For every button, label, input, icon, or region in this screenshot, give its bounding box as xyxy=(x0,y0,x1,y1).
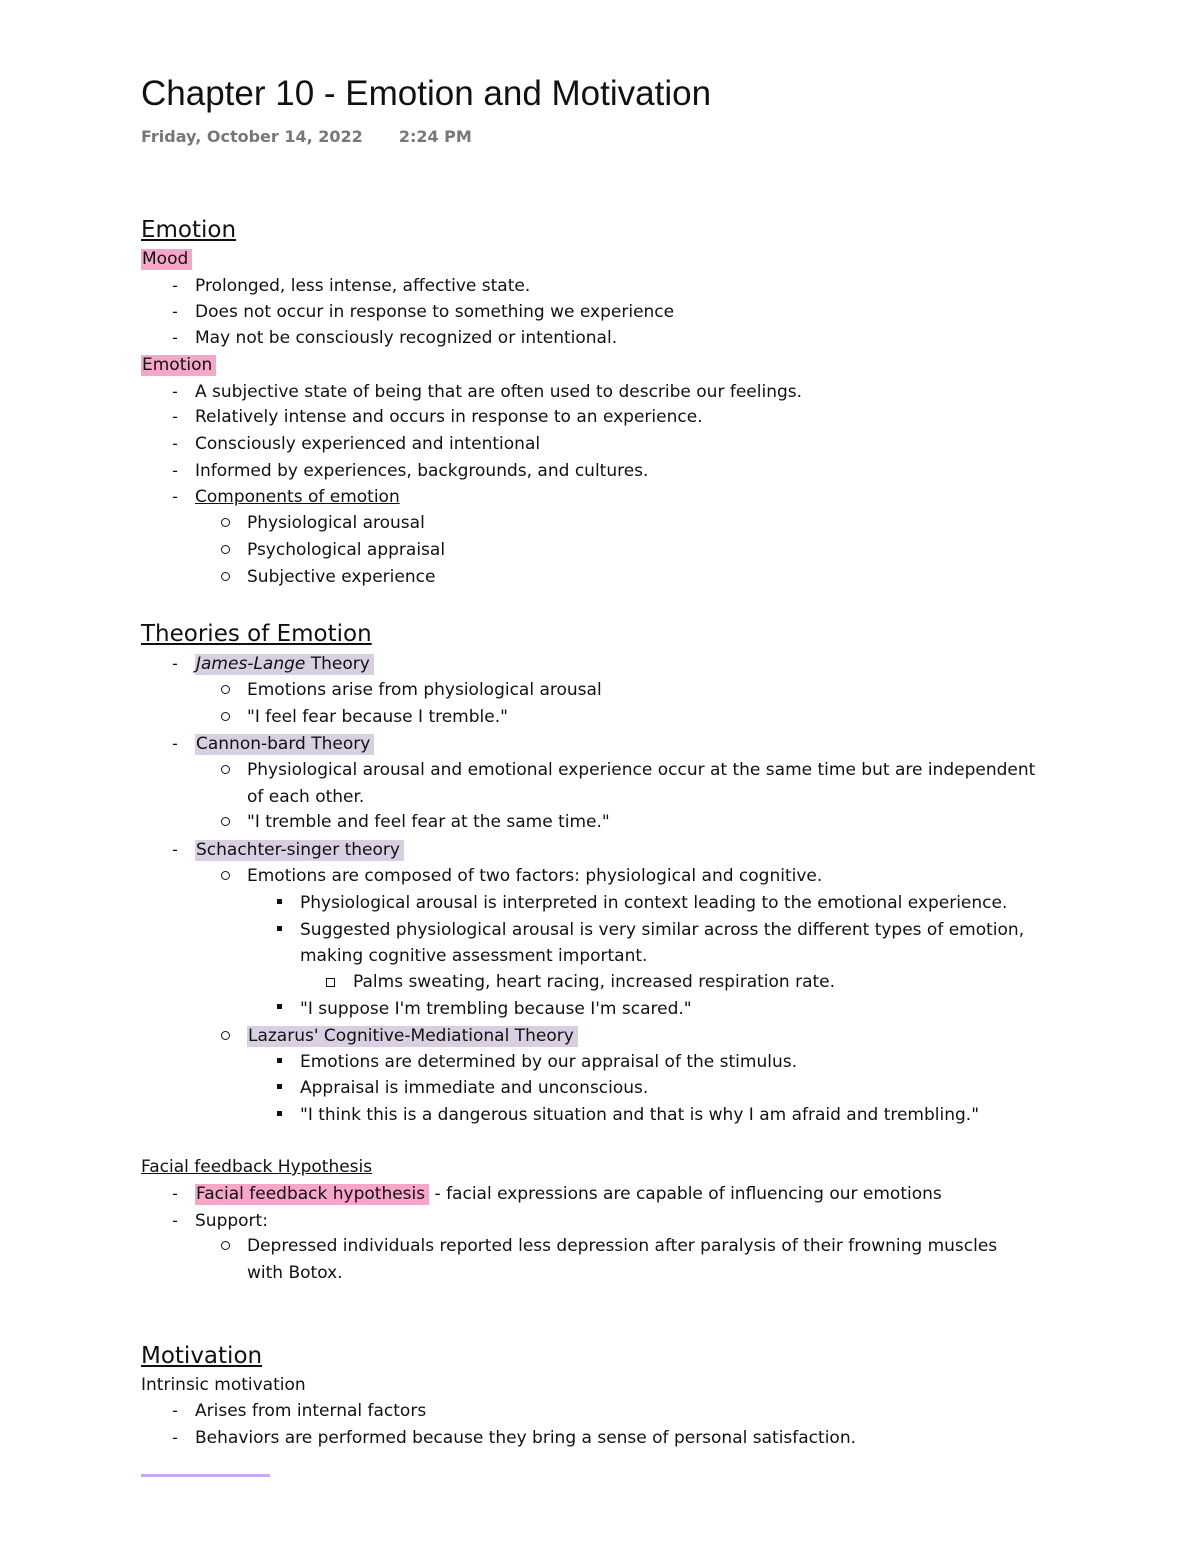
dash-bullet: - xyxy=(172,1211,178,1230)
theory-point: Emotions arise from physiological arousal xyxy=(247,680,602,700)
dash-bullet: - xyxy=(172,434,178,453)
circle-bullet xyxy=(221,572,230,581)
square-bullet xyxy=(277,899,282,904)
emotion-item: Informed by experiences, backgrounds, and cultures. xyxy=(195,461,649,481)
heading-facial-feedback: Facial feedback Hypothesis xyxy=(141,1157,373,1177)
theory-point: Emotions are composed of two factors: physiological and cognitive. xyxy=(247,866,823,886)
dash-bullet: - xyxy=(172,1401,178,1420)
mood-item: Prolonged, less intense, affective state. xyxy=(195,276,531,296)
square-bullet xyxy=(277,1058,282,1063)
heading-emotion: Emotion xyxy=(141,217,237,243)
note-date: Friday, October 14, 2022 xyxy=(141,127,363,146)
schachter-singer-highlight: Schachter-singer theory xyxy=(195,840,404,861)
square-bullet xyxy=(277,1111,282,1116)
circle-bullet xyxy=(221,1031,230,1040)
component-item: Psychological appraisal xyxy=(247,540,446,560)
purple-underline-divider xyxy=(141,1474,270,1477)
james-lange-highlight xyxy=(195,654,374,675)
dash-bullet: - xyxy=(172,487,178,506)
dash-bullet: - xyxy=(172,1184,178,1203)
lazarus-highlight: Lazarus' Cognitive-Mediational Theory xyxy=(247,1026,578,1047)
circle-bullet xyxy=(221,712,230,721)
emotion-item: Consciously experienced and intentional xyxy=(195,434,541,454)
james-lange-name: James-Lange xyxy=(196,654,306,674)
circle-bullet xyxy=(221,817,230,826)
theory-james-lange xyxy=(195,652,374,676)
circle-bullet xyxy=(221,685,230,694)
note-time: 2:24 PM xyxy=(398,127,472,146)
dash-bullet: - xyxy=(172,654,178,673)
square-bullet xyxy=(277,1004,282,1009)
dash-bullet: - xyxy=(172,840,178,859)
emotion-highlight: Emotion xyxy=(141,355,216,376)
component-item: Subjective experience xyxy=(247,567,436,587)
dash-bullet: - xyxy=(172,1428,178,1447)
theory-lazarus xyxy=(247,1024,578,1048)
mood-item: Does not occur in response to something we experience xyxy=(195,302,675,322)
theory-example: Palms sweating, heart racing, increased respiration rate. xyxy=(353,972,836,992)
intrinsic-item: Behaviors are performed because they bring a sense of personal satisfaction. xyxy=(195,1428,856,1448)
facial-feedback-term: Facial feedback hypothesis xyxy=(195,1184,429,1205)
support-point: Depressed individuals reported less depression after paralysis of their frowning muscles xyxy=(247,1236,998,1256)
dash-bullet: - xyxy=(172,407,178,426)
theory-subpoint: Appraisal is immediate and unconscious. xyxy=(300,1078,649,1098)
heading-motivation: Motivation xyxy=(141,1343,263,1369)
emotion-item: A subjective state of being that are often used to describe our feelings. xyxy=(195,382,803,402)
theory-subpoint: Suggested physiological arousal is very similar across the different types of emotion, xyxy=(300,920,1025,940)
facial-feedback-definition xyxy=(195,1182,942,1206)
heading-theories: Theories of Emotion xyxy=(141,621,372,647)
mood-highlight: Mood xyxy=(141,249,192,270)
square-bullet xyxy=(277,926,282,931)
theory-subpoint: Physiological arousal is interpreted in context leading to the emotional experience. xyxy=(300,893,1008,913)
circle-bullet xyxy=(221,518,230,527)
circle-bullet xyxy=(221,871,230,880)
hollow-square-bullet xyxy=(326,978,335,987)
support-point-continued: with Botox. xyxy=(247,1263,343,1283)
dash-bullet: - xyxy=(172,734,178,753)
dash-bullet: - xyxy=(172,328,178,347)
components-label: Components of emotion xyxy=(195,487,400,507)
theory-point: Physiological arousal and emotional experience occur at the same time but are independent xyxy=(247,760,1036,780)
dash-bullet: - xyxy=(172,302,178,321)
support-label: Support: xyxy=(195,1211,268,1231)
mood-item: May not be consciously recognized or intentional. xyxy=(195,328,618,348)
james-lange-suffix: Theory xyxy=(305,654,370,674)
circle-bullet xyxy=(221,545,230,554)
circle-bullet xyxy=(221,765,230,774)
theory-cannon-bard xyxy=(195,732,374,756)
cannon-bard-highlight: Cannon-bard Theory xyxy=(195,734,374,755)
theory-schachter-singer xyxy=(195,838,404,862)
page-title: Chapter 10 - Emotion and Motivation xyxy=(141,74,712,113)
theory-subpoint: "I suppose I'm trembling because I'm scared." xyxy=(300,999,692,1019)
theory-subpoint-continued: making cognitive assessment important. xyxy=(300,946,648,966)
component-item: Physiological arousal xyxy=(247,513,425,533)
intrinsic-item: Arises from internal factors xyxy=(195,1401,427,1421)
circle-bullet xyxy=(221,1241,230,1250)
label-emotion xyxy=(141,353,216,377)
dash-bullet: - xyxy=(172,461,178,480)
theory-subpoint: "I think this is a dangerous situation and that is why I am afraid and trembling." xyxy=(300,1105,980,1125)
dash-bullet: - xyxy=(172,382,178,401)
theory-point: "I feel fear because I tremble." xyxy=(247,707,508,727)
label-mood xyxy=(141,247,192,271)
label-intrinsic: Intrinsic motivation xyxy=(141,1375,306,1395)
theory-point: "I tremble and feel fear at the same time." xyxy=(247,812,610,832)
dash-bullet: - xyxy=(172,276,178,295)
theory-subpoint: Emotions are determined by our appraisal of the stimulus. xyxy=(300,1052,797,1072)
note-timestamp xyxy=(141,126,472,148)
facial-feedback-text: - facial expressions are capable of influencing our emotions xyxy=(429,1184,942,1204)
square-bullet xyxy=(277,1084,282,1089)
emotion-item: Relatively intense and occurs in response to an experience. xyxy=(195,407,703,427)
theory-point-continued: of each other. xyxy=(247,787,365,807)
